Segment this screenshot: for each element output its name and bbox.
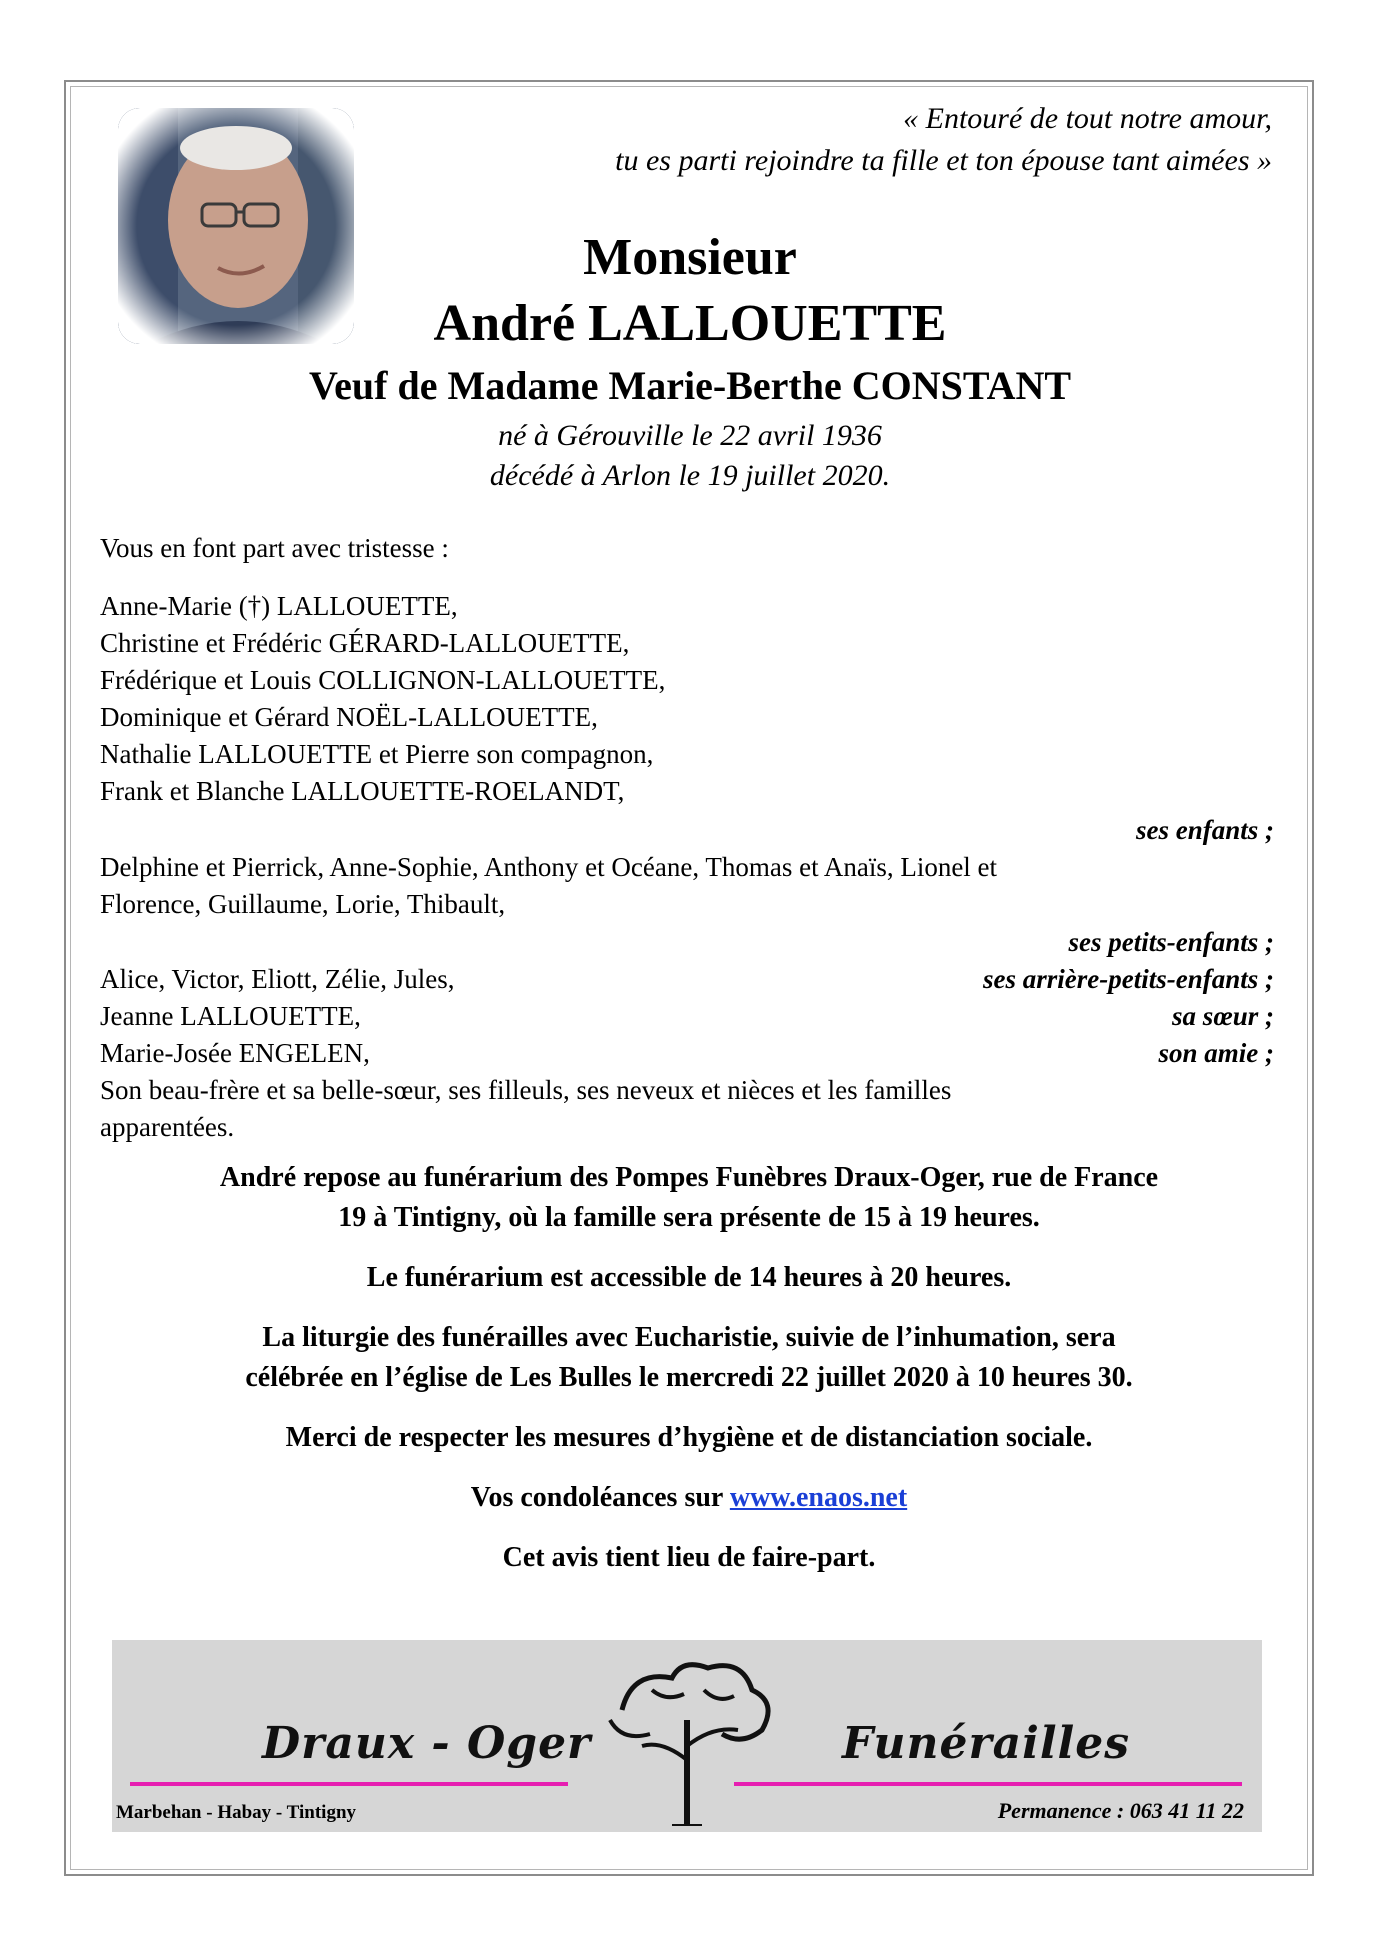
- accent-line-right: [734, 1782, 1242, 1786]
- accent-line-left: [130, 1782, 568, 1786]
- child-line: Anne-Marie (†) LALLOUETTE,: [100, 591, 458, 621]
- sister-label: sa sœur ;: [1171, 1001, 1274, 1031]
- portrait-photo: [118, 108, 354, 344]
- child-line: Frank et Blanche LALLOUETTE-ROELANDT,: [100, 776, 625, 806]
- great-grandchildren-label: ses arrière-petits-enfants ;: [983, 964, 1274, 994]
- tree-logo-icon: [592, 1650, 782, 1826]
- birth-line: né à Gérouville le 22 avril 1936: [498, 419, 882, 452]
- death-line: décédé à Arlon le 19 juillet 2020.: [489, 459, 891, 492]
- friend-line: Marie-Josée ENGELEN,: [100, 1038, 370, 1068]
- intro-text: Vous en font part avec tristesse :: [100, 533, 449, 563]
- sister-line: Jeanne LALLOUETTE,: [100, 1001, 361, 1031]
- repose-line-2: 19 à Tintigny, où la famille sera présente de 15 à 19 heures.: [338, 1202, 1040, 1233]
- grandchildren-line: Delphine et Pierrick, Anne-Sophie, Anthony et Océane, Thomas et Anaïs, Lionel et: [100, 852, 998, 882]
- condolences-link[interactable]: www.enaos.net: [729, 1482, 908, 1513]
- memorial-quote: [412, 98, 1272, 182]
- deceased-name: André LALLOUETTE: [433, 295, 947, 352]
- friend-label: son amie ;: [1158, 1038, 1274, 1068]
- quote-line-1: « Entouré de tout notre amour,: [903, 102, 1272, 135]
- child-line: Dominique et Gérard NOËL-LALLOUETTE,: [100, 702, 598, 732]
- condolences-prefix: Vos condoléances sur: [470, 1482, 730, 1513]
- child-line: Frédérique et Louis COLLIGNON-LALLOUETTE,: [100, 665, 666, 695]
- others-line: Son beau-frère et sa belle-sœur, ses filleuls, ses neveux et nièces et les familles: [100, 1075, 952, 1105]
- others-line: apparentées.: [100, 1112, 235, 1142]
- faire-part-notice: Cet avis tient lieu de faire-part.: [502, 1542, 876, 1573]
- great-grandchildren-line: Alice, Victor, Eliott, Zélie, Jules,: [100, 964, 455, 994]
- quote-line-2: tu es parti rejoindre ta fille et ton épouse tant aimées »: [615, 144, 1272, 177]
- access-hours: Le funérarium est accessible de 14 heures à 20 heures.: [366, 1262, 1012, 1293]
- liturgy-line-2: célébrée en l’église de Les Bulles le mercredi 22 juillet 2020 à 10 heures 30.: [245, 1362, 1133, 1393]
- children-label: ses enfants ;: [1135, 815, 1274, 845]
- grandchildren-line: Florence, Guillaume, Lorie, Thibault,: [100, 889, 506, 919]
- locations-text: Marbehan - Habay - Tintigny: [116, 1802, 357, 1823]
- condolences-line: [96, 1478, 1282, 1518]
- brand-service: Funérailles: [842, 1718, 1131, 1769]
- child-line: Nathalie LALLOUETTE et Pierre son compagnon,: [100, 739, 654, 769]
- hygiene-notice: Merci de respecter les mesures d’hygiène et de distanciation sociale.: [285, 1422, 1093, 1453]
- child-line: Christine et Frédéric GÉRARD-LALLOUETTE,: [100, 628, 630, 658]
- grandchildren-label: ses petits-enfants ;: [1068, 927, 1274, 957]
- widow-line: Veuf de Madame Marie-Berthe CONSTANT: [308, 363, 1072, 408]
- honorific: Monsieur: [583, 229, 797, 286]
- liturgy-line-1: La liturgie des funérailles avec Eucharistie, suivie de l’inhumation, sera: [262, 1322, 1116, 1353]
- funeral-home-banner: [112, 1640, 1262, 1832]
- repose-line-1: André repose au funérarium des Pompes Funèbres Draux-Oger, rue de France: [219, 1162, 1159, 1193]
- phone-text: Permanence : 063 41 11 22: [997, 1798, 1244, 1823]
- brand-name: Draux - Oger: [262, 1718, 592, 1769]
